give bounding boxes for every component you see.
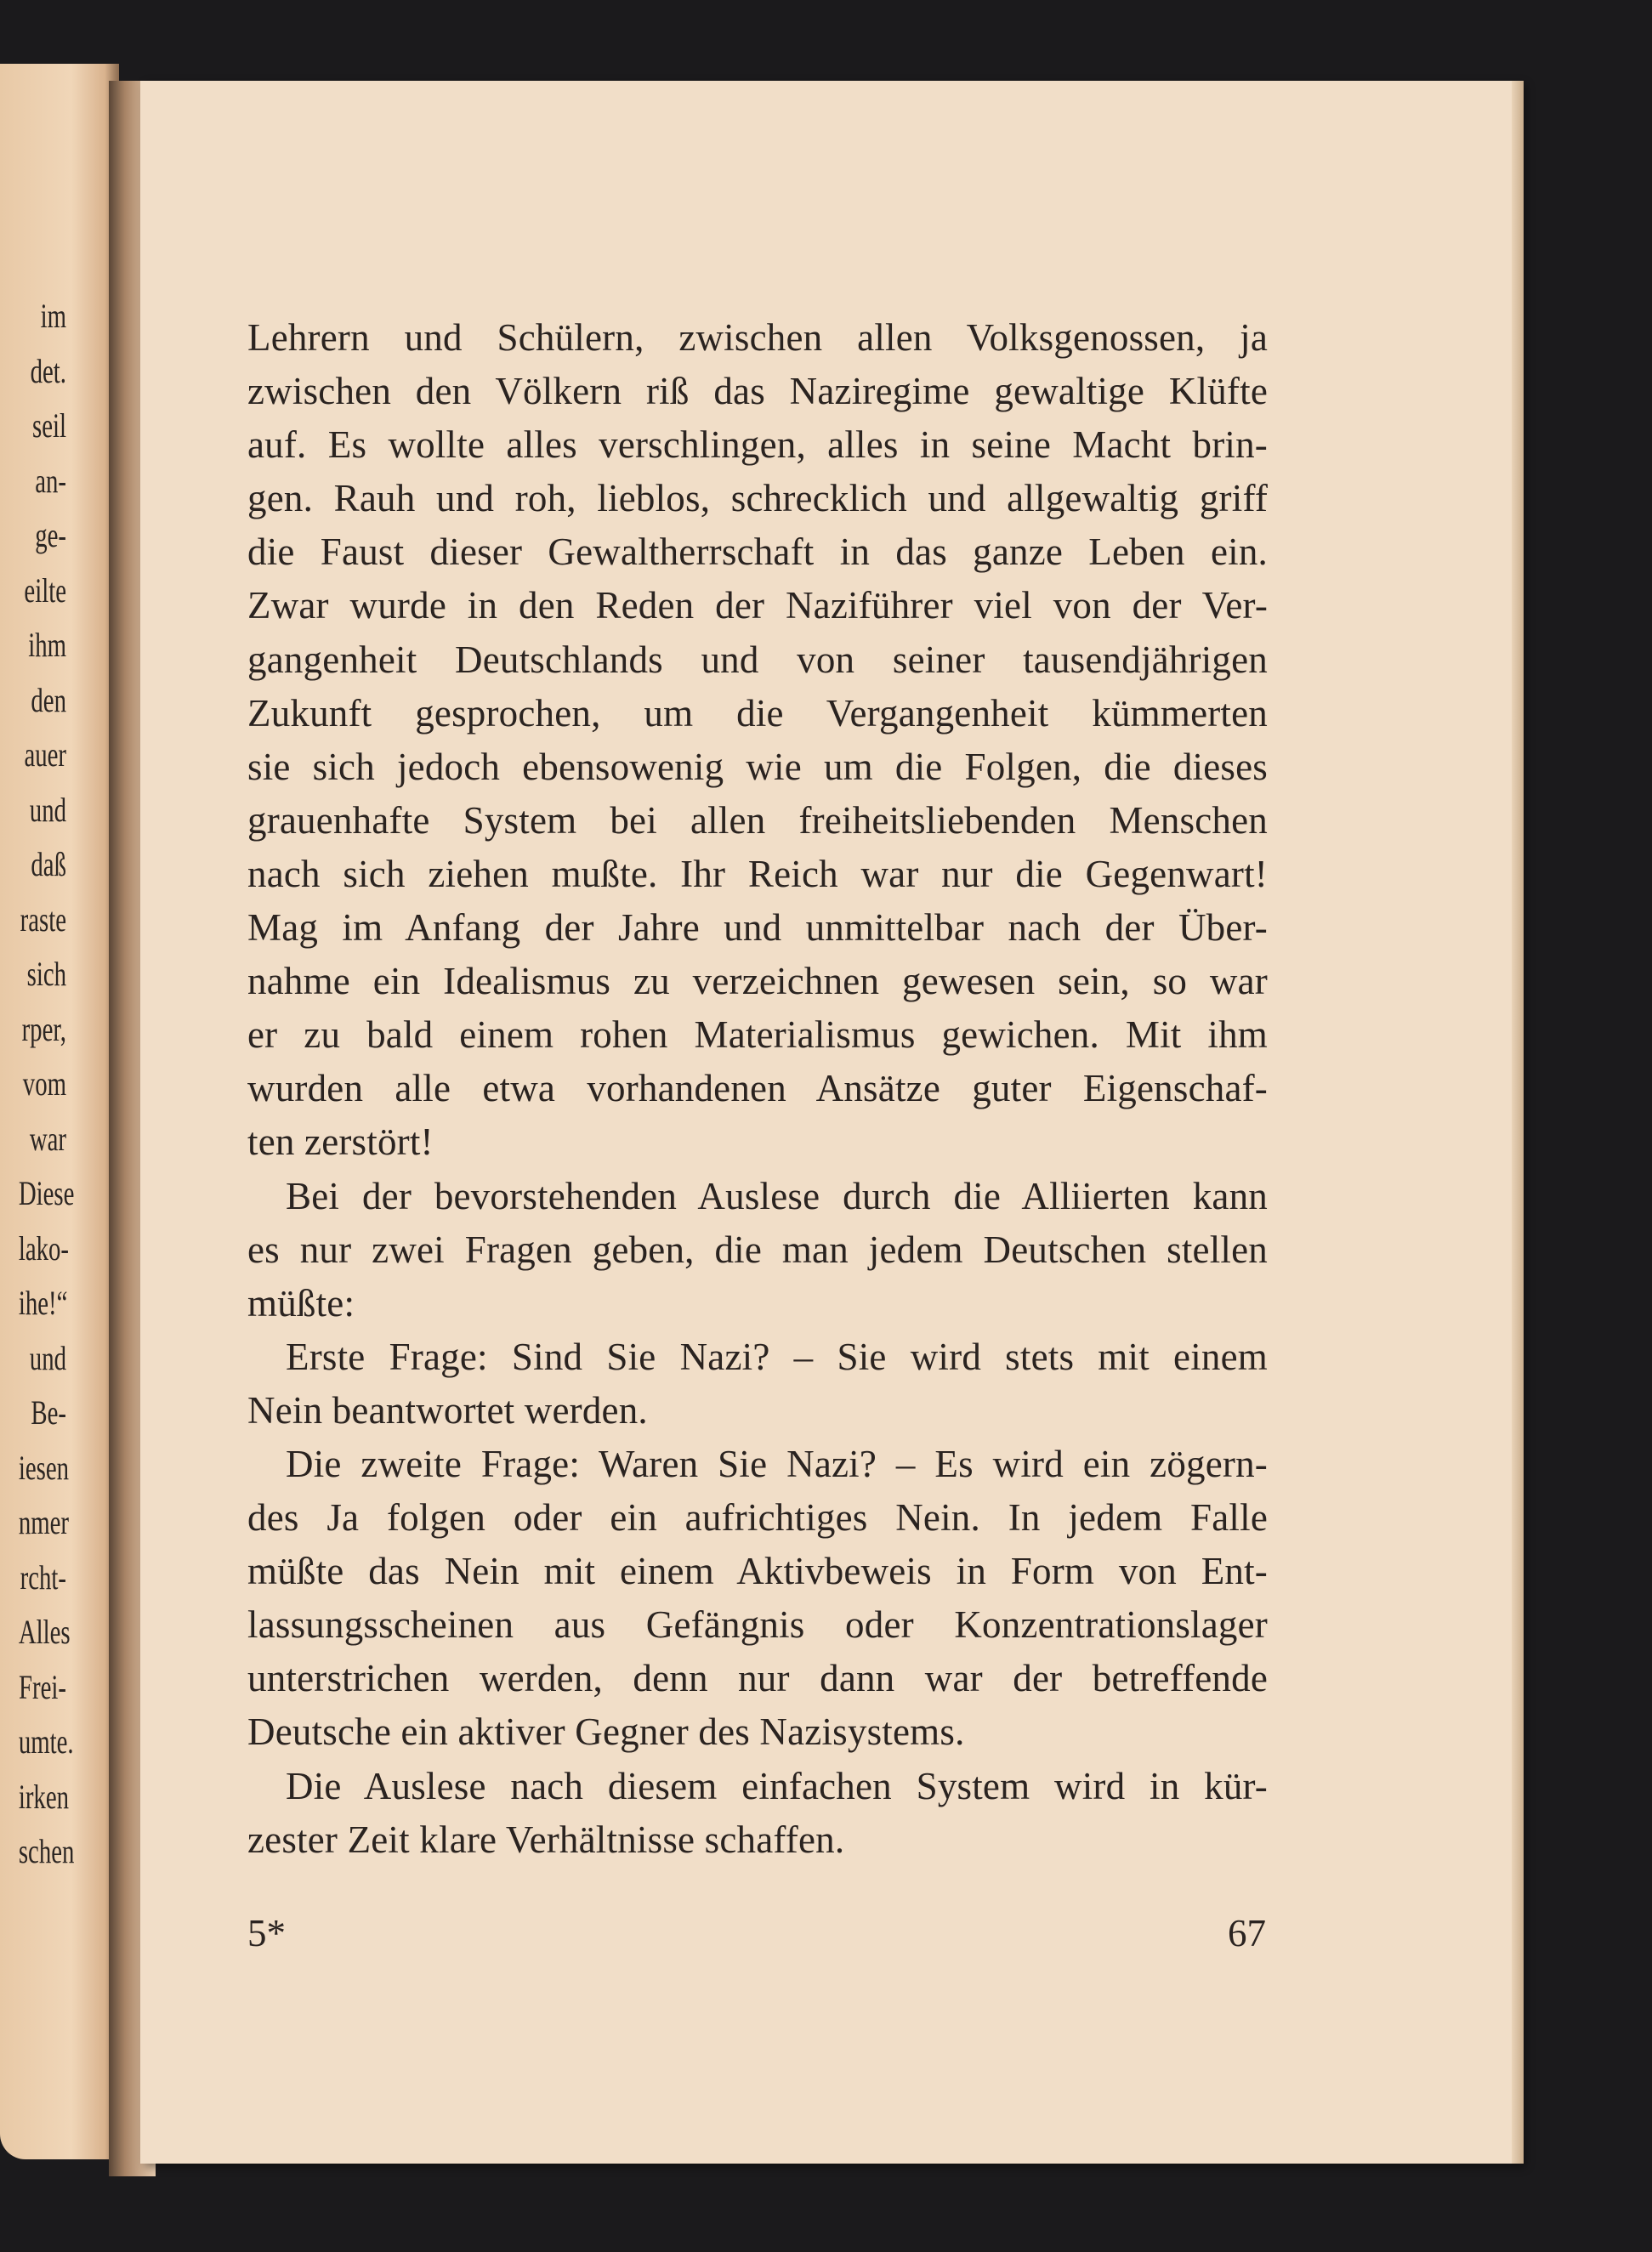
previous-page-fragment: Be-	[31, 1393, 66, 1432]
previous-page-fragment: den	[31, 680, 66, 719]
previous-page-fragment: seil	[32, 406, 66, 445]
text-line: die Faust dieser Gewaltherrschaft in das ganze Leben ein.	[247, 530, 1268, 574]
text-line: Mag im Anfang der Jahre und unmittelbar nach der Über-	[247, 906, 1268, 950]
previous-page-fragment: sich	[26, 955, 66, 993]
previous-page-fragment: umte.	[18, 1722, 74, 1761]
previous-page-text	[0, 289, 75, 1880]
previous-page-fragment: ihm	[28, 626, 66, 664]
text-line: es nur zwei Fragen geben, die man jedem Deutschen stellen	[247, 1228, 1268, 1271]
text-line: grauenhafte System bei allen freiheitsliebenden Menschen	[247, 798, 1268, 842]
text-line: lassungsscheinen aus Gefängnis oder Konzentrationslager	[247, 1603, 1268, 1647]
previous-page-fragment: eilte	[24, 570, 66, 610]
previous-page-fragment: ihe!“	[18, 1284, 68, 1322]
text-line: müßte:	[247, 1281, 355, 1325]
previous-page-fragment: schen	[18, 1832, 75, 1870]
text-line: nahme ein Idealismus zu verzeichnen gewesen sein, so war	[247, 960, 1268, 1003]
text-line: Erste Frage: Sind Sie Nazi? – Sie wird stets mit einem	[286, 1335, 1268, 1378]
previous-page-fragment: lako-	[18, 1228, 70, 1268]
previous-page-fragment: irken	[18, 1777, 70, 1816]
previous-page-fragment: an-	[35, 461, 66, 500]
text-line: er zu bald einem rohen Materialismus gewichen. Mit ihm	[247, 1013, 1268, 1057]
page-edge	[1512, 81, 1524, 2164]
text-line: müßte das Nein mit einem Aktivbeweis in Form von Ent-	[247, 1550, 1268, 1593]
text-line: nach sich ziehen mußte. Ihr Reich war nur die Gegenwart!	[247, 852, 1268, 895]
text-line: sie sich jedoch ebensowenig wie um die Folgen, die dieses	[247, 745, 1268, 788]
previous-page-fragment: auer	[24, 735, 66, 774]
text-line: Die zweite Frage: Waren Sie Nazi? – Es wird ein zögern-	[286, 1442, 1268, 1485]
previous-page-fragment: Diese	[18, 1174, 75, 1212]
previous-page-fragment: raste	[20, 899, 66, 939]
previous-page-fragment: vom	[22, 1064, 66, 1103]
previous-page-fragment: daß	[31, 845, 66, 883]
text-line: Zwar wurde in den Reden der Naziführer viel von der Ver-	[247, 584, 1268, 627]
signature-mark: 5*	[247, 1912, 286, 1954]
text-line: Deutsche ein aktiver Gegner des Nazisystems.	[247, 1710, 965, 1754]
previous-page-fragment: rcht-	[20, 1557, 66, 1597]
previous-page-fragment: det.	[30, 351, 66, 390]
text-line: unterstrichen werden, denn nur dann war der betreffende	[247, 1657, 1268, 1700]
text-line: ten zerstört!	[247, 1120, 434, 1164]
page-number: 67	[1228, 1912, 1266, 1954]
page-body-text	[247, 311, 1268, 1867]
text-line: zwischen den Völkern riß das Naziregime gewaltige Klüfte	[247, 370, 1268, 413]
text-line: Nein beantwortet werden.	[247, 1388, 648, 1432]
text-line: zester Zeit klare Verhältnisse schaffen.	[247, 1818, 845, 1861]
text-line: gangenheit Deutschlands und von seiner tausendjährigen	[247, 638, 1268, 681]
previous-page-fragment: und	[29, 790, 66, 829]
previous-page-fragment: iesen	[18, 1448, 70, 1487]
previous-page-fragment: Alles	[18, 1613, 71, 1651]
text-line: gen. Rauh und roh, lieblos, schrecklich und allgewaltig griff	[247, 477, 1268, 520]
previous-page-fragment: ge-	[35, 516, 66, 554]
text-line: Bei der bevorstehenden Auslese durch die Alliierten kann	[286, 1174, 1268, 1217]
text-line: Lehrern und Schülern, zwischen allen Volksgenossen, ja	[247, 316, 1268, 359]
previous-page-fragment: rper,	[21, 1009, 66, 1048]
text-line: des Ja folgen oder ein aufrichtiges Nein. In jedem Falle	[247, 1496, 1268, 1540]
text-line: Zukunft gesprochen, um die Vergangenheit kümmerten	[247, 691, 1268, 735]
text-line: wurden alle etwa vorhandenen Ansätze guter Eigenschaf-	[247, 1067, 1268, 1110]
previous-page-fragment: Frei-	[19, 1667, 66, 1706]
text-line: Die Auslese nach diesem einfachen System wird in kür-	[286, 1764, 1268, 1807]
text-line: auf. Es wollte alles verschlingen, alles in seine Macht brin-	[247, 423, 1268, 467]
previous-page-fragment: und	[29, 1338, 66, 1377]
previous-page-fragment: nmer	[18, 1503, 70, 1541]
previous-page-fragment: im	[40, 297, 66, 335]
previous-page-fragment: war	[29, 1119, 66, 1158]
